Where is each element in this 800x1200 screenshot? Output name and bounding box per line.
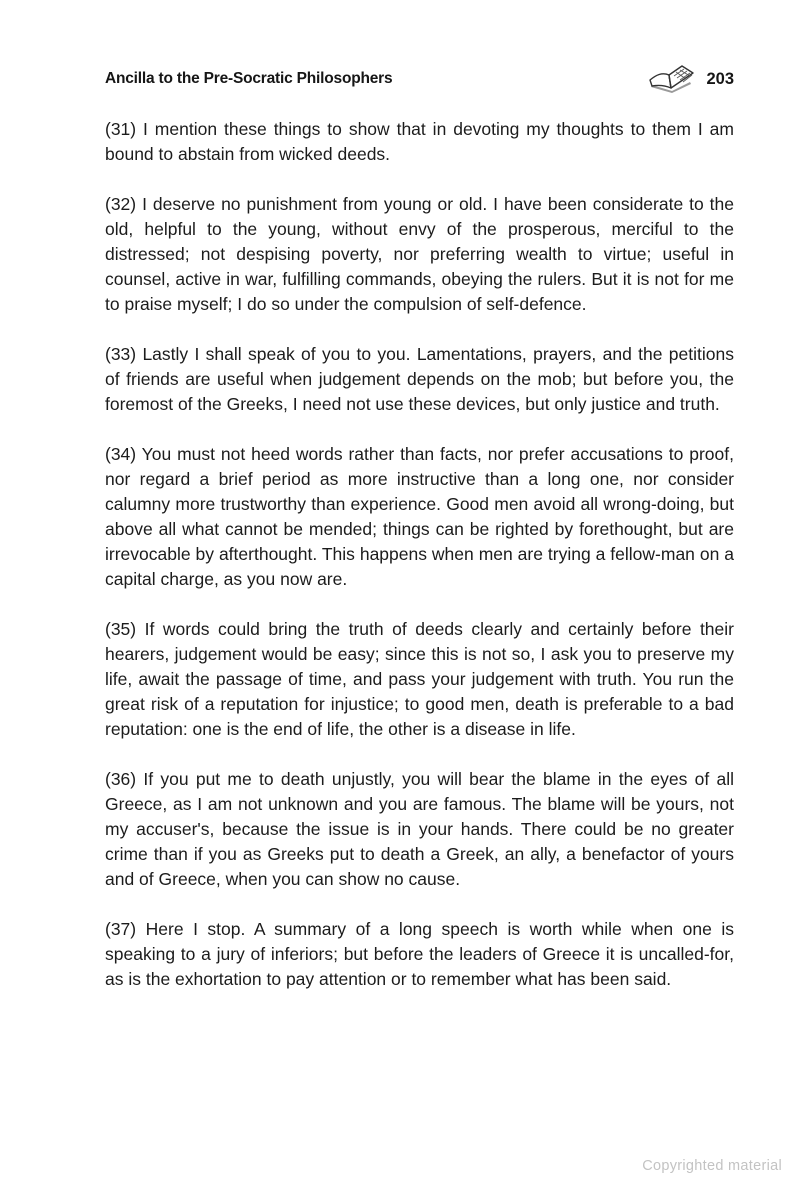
paragraph-37: (37) Here I stop. A summary of a long speech is worth while when one is speaking to a jury of inferiors; but before the leaders of Greece it is uncalled-for, as is the exhortation to pay attention or to remember what has been said.	[105, 919, 734, 989]
body-text	[105, 117, 734, 992]
paragraph-31: (31) I mention these things to show that in devoting my thoughts to them I am bound to abstain from wicked deeds.	[105, 119, 734, 164]
paragraph-32: (32) I deserve no punishment from young or old. I have been considerate to the old, helpful to the young, without envy of the prosperous, merciful to the distressed; not despising poverty, nor preferring wealth to virtue; useful in counsel, active in war, fulfilling commands, obeying the rulers. But it is not for me to praise myself; I do so under the compulsion of self-defence.	[105, 194, 734, 314]
paragraph-33: (33) Lastly I shall speak of you to you. Lamentations, prayers, and the petitions of friends are useful when judgement depends on the mob; but before you, the foremost of the Greeks, I need not use these devices, but only justice and truth.	[105, 344, 734, 414]
page-content	[105, 64, 734, 992]
running-header	[105, 64, 734, 94]
paragraph-36: (36) If you put me to death unjustly, you will bear the blame in the eyes of all Greece, as I am not unknown and you are famous. The blame will be yours, not my accuser's, because the issue is in your hands. There could be no greater crime than if you as Greeks put to death a Greek, an ally, a benefactor of yours and of Greece, when you can show no cause.	[105, 769, 734, 889]
open-book-icon	[646, 64, 694, 94]
copyright-watermark: Copyrighted material	[642, 1158, 782, 1174]
paragraph-34: (34) You must not heed words rather than facts, nor prefer accusations to proof, nor regard a brief period as more instructive than a long one, nor consider calumny more trustworthy than experience. Good men avoid all wrong-doing, but above all what cannot be mended; things can be righted by forethought, but are irrevocable by afterthought. This happens when men are trying a fellow-man on a capital charge, as you now are.	[105, 444, 734, 589]
paragraph-35: (35) If words could bring the truth of deeds clearly and certainly before their hearers, judgement would be easy; since this is not so, I ask you to preserve my life, await the passage of time, and pass your judgement with truth. You run the great risk of a reputation for injustice; to good men, death is preferable to a bad reputation: one is the end of life, the other is a disease in life.	[105, 619, 734, 739]
running-title: Ancilla to the Pre-Socratic Philosophers	[105, 70, 393, 87]
page-number: 203	[706, 69, 734, 88]
header-right-group	[646, 64, 734, 94]
